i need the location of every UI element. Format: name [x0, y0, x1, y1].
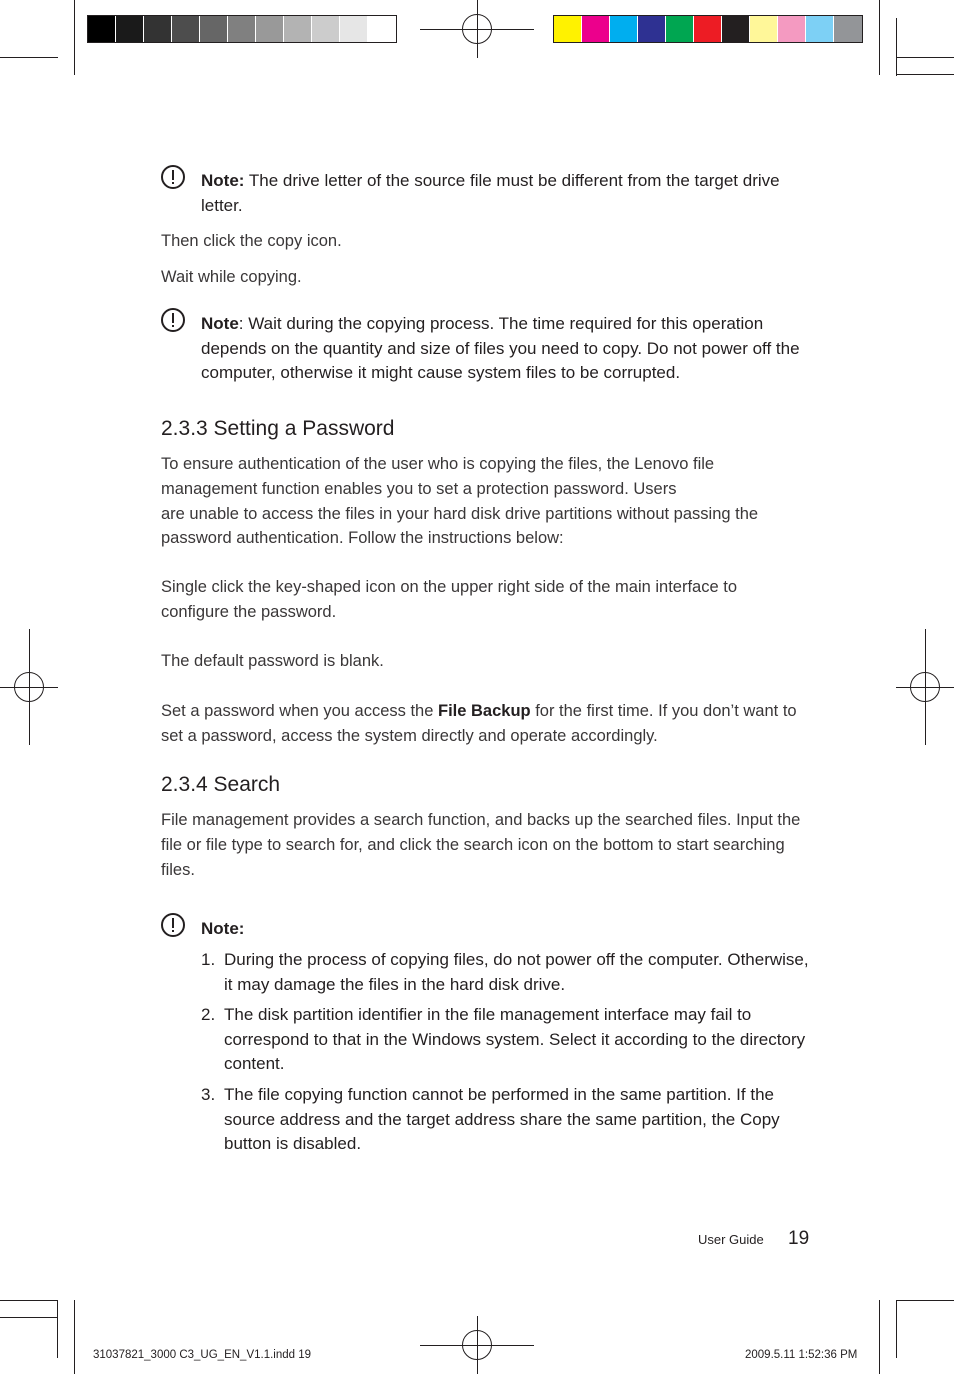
- crop-mark: [0, 1317, 58, 1318]
- paragraph-search: File management provides a search function, and backs up the searched files. Input the file or file type to search for, and click the search icon on the bottom to start searching files.: [161, 811, 801, 879]
- crop-mark: [896, 18, 897, 76]
- registration-mark-bottom: [420, 1316, 534, 1374]
- paragraph-key-icon: Single click the key-shaped icon on the upper right side of the main interface to configure the password.: [161, 578, 738, 621]
- paragraph-set-password: [161, 699, 801, 749]
- color-swatch: [284, 16, 312, 42]
- color-swatch: [610, 16, 638, 42]
- process-color-bar: [553, 15, 863, 43]
- note-label: Note:: [201, 171, 245, 190]
- note-copying-process: [201, 312, 821, 386]
- color-swatch: [200, 16, 228, 42]
- crop-mark: [0, 57, 58, 58]
- note-list: [201, 948, 821, 1163]
- list-item: [201, 1083, 821, 1157]
- color-swatch: [256, 16, 284, 42]
- paragraph-password-intro: [161, 452, 811, 551]
- crop-mark: [57, 1300, 58, 1358]
- crop-mark: [896, 57, 954, 58]
- list-text: The disk partition identifier in the file management interface may fail to correspond to that in the Windows system. Select it according to the directory content.: [224, 1005, 806, 1074]
- color-swatch: [228, 16, 256, 42]
- paragraph-default-password: The default password is blank.: [161, 652, 384, 670]
- page-number: 19: [788, 1228, 810, 1249]
- note-text: : Wait during the copying process. The time required for this operation depends on the quantity and size of files you need to copy. Do not power off the computer, otherwise it might cause system files to be corrupted.: [201, 314, 800, 382]
- exclamation-icon: [161, 165, 185, 189]
- list-item: [201, 1003, 821, 1077]
- color-swatch: [88, 16, 116, 42]
- color-swatch: [666, 16, 694, 42]
- text-line: To ensure authentication of the user who is copying the files, the Lenovo file: [161, 455, 715, 473]
- color-swatch: [694, 16, 722, 42]
- crop-mark: [74, 1300, 75, 1374]
- color-swatch: [116, 16, 144, 42]
- slug-timestamp: 2009.5.11 1:52:36 PM: [745, 1349, 858, 1361]
- footer-label: User Guide: [698, 1232, 764, 1247]
- note-list-label: [201, 917, 821, 942]
- color-swatch: [312, 16, 340, 42]
- note-label: Note:: [201, 919, 245, 938]
- section-heading-password: 2.3.3 Setting a Password: [161, 417, 395, 440]
- exclamation-icon: [161, 308, 185, 332]
- crop-mark: [896, 1300, 897, 1358]
- color-swatch: [582, 16, 610, 42]
- color-swatch: [638, 16, 666, 42]
- paragraph-copy-icon: Then click the copy icon.: [161, 232, 342, 250]
- color-swatch: [340, 16, 368, 42]
- text-line: password authentication. Follow the instructions below:: [161, 529, 564, 548]
- gray-color-bar: [87, 15, 397, 43]
- color-swatch: [368, 16, 396, 42]
- note-drive-letter: [201, 169, 821, 218]
- color-swatch: [834, 16, 862, 42]
- color-swatch: [554, 16, 582, 42]
- crop-mark: [896, 74, 954, 75]
- crop-mark: [879, 1300, 880, 1374]
- color-swatch: [750, 16, 778, 42]
- color-swatch: [144, 16, 172, 42]
- registration-mark-left: [0, 629, 58, 745]
- color-swatch: [722, 16, 750, 42]
- registration-mark-right: [896, 629, 954, 745]
- crop-mark: [896, 1300, 954, 1301]
- list-item: [201, 948, 821, 997]
- color-swatch: [806, 16, 834, 42]
- text-line: are unable to access the files in your hard disk drive partitions without passing the: [161, 504, 759, 523]
- note-label: Note: [201, 314, 239, 333]
- section-heading-search: 2.3.4 Search: [161, 773, 281, 796]
- list-text: The file copying function cannot be performed in the same partition. If the source address and the target address share the same partition, the Copy button is disabled.: [224, 1084, 780, 1154]
- text-line: management function enables you to set a protection password. Users: [161, 479, 677, 498]
- crop-mark: [74, 0, 75, 75]
- color-swatch: [778, 16, 806, 42]
- color-swatch: [172, 16, 200, 42]
- list-number: 1.: [201, 950, 216, 969]
- text-run: for the first time. If you don’t want to set a password, access the system directly and operate accordingly.: [161, 702, 797, 745]
- registration-mark-top: [420, 0, 534, 58]
- text-run: Set a password when you access the: [161, 702, 438, 720]
- list-number: 2.: [201, 1005, 216, 1025]
- paragraph-wait: Wait while copying.: [161, 268, 302, 286]
- list-text: During the process of copying files, do not power off the computer. Otherwise, it may damage the files in the hard disk drive.: [224, 950, 809, 994]
- file-backup-term: File Backup: [438, 702, 531, 720]
- crop-mark: [879, 0, 880, 75]
- slug-filename: 31037821_3000 C3_UG_EN_V1.1.indd 19: [93, 1349, 312, 1361]
- exclamation-icon: [161, 913, 185, 937]
- list-number: 3.: [201, 1084, 216, 1104]
- note-text: The drive letter of the source file must be different from the target drive letter.: [201, 171, 780, 215]
- crop-mark: [0, 1300, 58, 1301]
